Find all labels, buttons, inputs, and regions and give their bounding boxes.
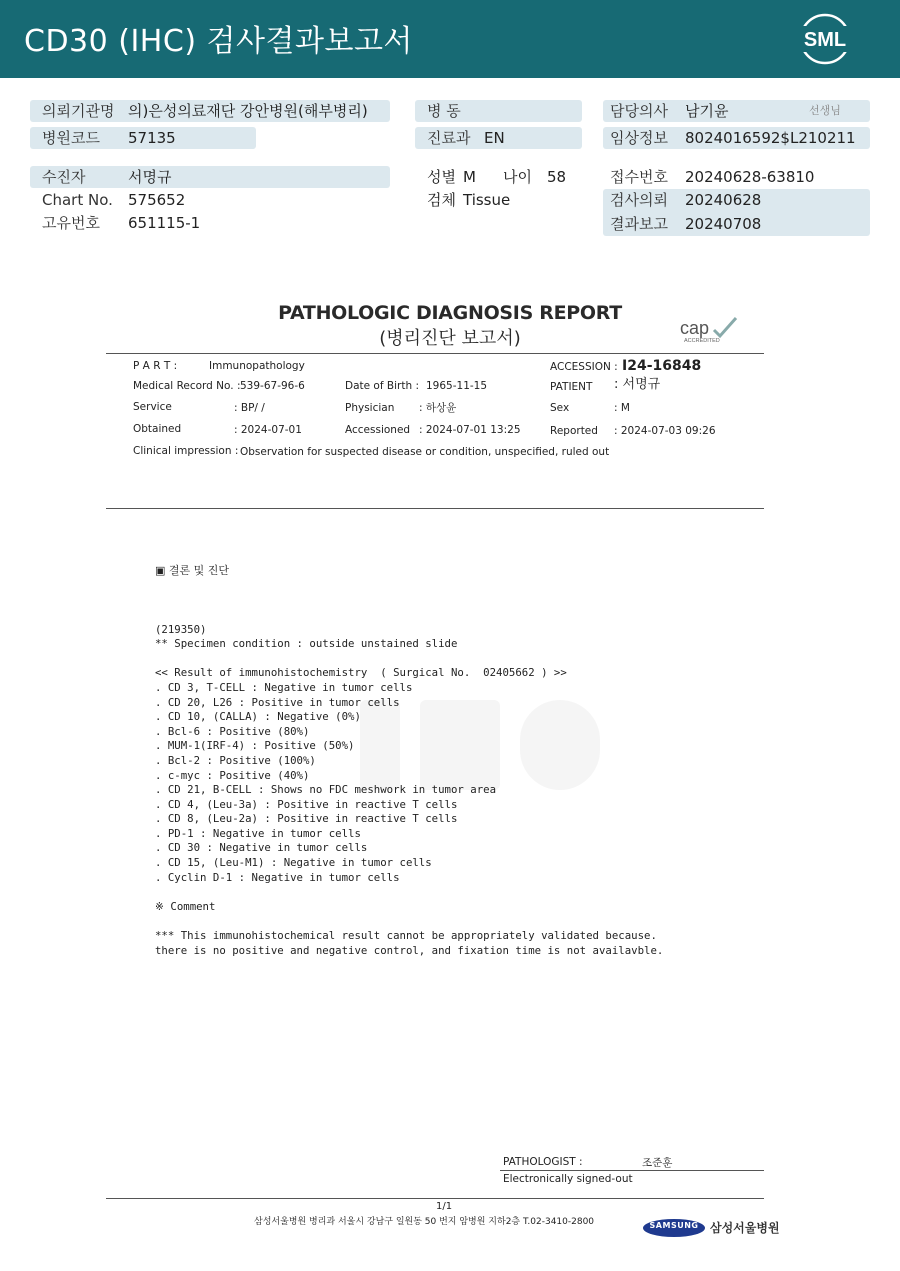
report-label: 결과보고 xyxy=(610,215,668,233)
divider-footer xyxy=(106,1198,764,1199)
dept-value: EN xyxy=(484,129,505,147)
request-label: 검사의뢰 xyxy=(610,191,668,209)
diagnosis-heading: ▣ 결론 및 진단 xyxy=(155,564,230,578)
reported-label: Reported xyxy=(550,425,598,437)
clinical-value: 8024016592$L210211 xyxy=(685,129,856,147)
hospital-name: 삼성서울병원 xyxy=(710,1221,780,1235)
diagnosis-line: . CD 20, L26 : Positive in tumor cells xyxy=(155,695,400,709)
report-title-en: PATHOLOGIC DIAGNOSIS REPORT xyxy=(278,302,622,324)
service-label: Service xyxy=(133,401,172,413)
svg-text:cap: cap xyxy=(680,318,710,338)
report-value: 20240708 xyxy=(685,215,762,233)
diagnosis-line: . CD 8, (Leu-2a) : Positive in reactive T cells xyxy=(155,812,458,826)
diagnosis-line xyxy=(155,914,663,929)
age-value: 58 xyxy=(547,168,567,186)
svg-text:ACCREDITED: ACCREDITED xyxy=(684,338,720,344)
diagnosis-line: there is no positive and negative control, and fixation time is not availavble. xyxy=(155,943,664,957)
diagnosis-line: ※ Comment xyxy=(155,899,216,913)
chart-value: 575652 xyxy=(128,191,186,209)
ward-label: 병 동 xyxy=(427,102,461,120)
sex-meta-value: : M xyxy=(614,402,630,414)
accession-value: I24-16848 xyxy=(622,358,702,374)
diagnosis-line: . CD 15, (Leu-M1) : Negative in tumor cells xyxy=(155,856,432,870)
obtained-value: : 2024-07-01 xyxy=(234,424,302,436)
clinical-impression-label: Clinical impression : xyxy=(133,445,239,457)
diagnosis-line: . MUM-1(IRF-4) : Positive (50%) xyxy=(155,739,355,753)
hospital-code-row xyxy=(30,127,256,149)
diagnosis-line: . CD 3, T-CELL : Negative in tumor cells xyxy=(155,680,413,694)
diagnosis-line xyxy=(155,885,663,900)
diagnosis-line: . c-myc : Positive (40%) xyxy=(155,768,310,782)
footer-address: 삼성서울병원 병리과 서울시 강남구 일원동 50 번지 암병원 지하2층 T.02-3410-2800 xyxy=(254,1217,595,1227)
diagnosis-lines xyxy=(155,608,663,958)
sex-label: 성별 xyxy=(427,168,456,186)
samsung-logo-text: SAMSUNG xyxy=(649,1221,699,1230)
mrn-value: 539-67-96-6 xyxy=(240,380,305,392)
diagnosis-line: << Result of immunohistochemistry ( Surgical No. 02405662 ) >> xyxy=(155,666,567,680)
reported-value: : 2024-07-03 09:26 xyxy=(614,425,716,437)
clinical-label: 임상정보 xyxy=(610,129,668,147)
cap-accredited-logo xyxy=(676,314,746,344)
accession-label: ACCESSION : xyxy=(550,361,618,373)
id-row xyxy=(30,212,390,234)
pathologist-label: PATHOLOGIST : xyxy=(503,1156,583,1168)
patient-row xyxy=(30,166,390,188)
divider-top xyxy=(106,353,764,354)
pathologist-name: 조준훈 xyxy=(642,1157,673,1169)
service-value: : BP/ / xyxy=(234,402,265,414)
patient-meta-value: : 서명규 xyxy=(614,377,661,392)
dob-value: 1965-11-15 xyxy=(426,380,488,392)
part-value: Immunopathology xyxy=(209,360,305,372)
id-value: 651115-1 xyxy=(128,214,201,232)
diagnosis-line: . CD 4, (Leu-3a) : Positive in reactive T cells xyxy=(155,797,458,811)
request-value: 20240628 xyxy=(685,191,762,209)
hospital-code-label: 병원코드 xyxy=(42,129,100,147)
hospital-code-value: 57135 xyxy=(128,129,176,147)
physician-label: Physician xyxy=(345,402,395,414)
chart-row xyxy=(30,189,390,211)
specimen-value: Tissue xyxy=(463,191,511,209)
receipt-value: 20240628-63810 xyxy=(685,168,815,186)
diagnosis-line: . Cyclin D-1 : Negative in tumor cells xyxy=(155,870,400,884)
id-label: 고유번호 xyxy=(42,214,100,232)
accessioned-label: Accessioned xyxy=(345,424,411,436)
logo-text: SML xyxy=(803,29,847,51)
accessioned-value: : 2024-07-01 13:25 xyxy=(419,424,521,436)
ward-row xyxy=(415,100,582,122)
diagnosis-line: *** This immunohistochemical result cannot be appropriately validated because. xyxy=(155,929,657,943)
sex-meta-label: Sex xyxy=(550,402,570,414)
doctor-row xyxy=(603,100,870,122)
doctor-suffix: 선생님 xyxy=(809,104,841,117)
diagnosis-line xyxy=(155,652,663,667)
diagnosis-line: . PD-1 : Negative in tumor cells xyxy=(155,826,361,840)
dob-label: Date of Birth : xyxy=(345,380,419,392)
request-report-block xyxy=(603,189,870,236)
age-label: 나이 xyxy=(503,168,532,186)
diagnosis-line: (219350) xyxy=(155,622,207,636)
part-label: P A R T : xyxy=(133,360,178,372)
institution-label: 의뢰기관명 xyxy=(42,102,115,120)
sex-value: M xyxy=(463,168,476,186)
patient-meta-label: PATIENT xyxy=(550,381,593,393)
obtained-label: Obtained xyxy=(133,423,182,435)
diagnosis-line: ** Specimen condition : outside unstained slide xyxy=(155,637,458,651)
diagnosis-line: . Bcl-2 : Positive (100%) xyxy=(155,753,316,767)
page-number: 1/1 xyxy=(436,1201,453,1212)
report-header xyxy=(0,0,900,78)
receipt-label: 접수번호 xyxy=(610,168,668,186)
diagnosis-body xyxy=(155,535,663,973)
diagnosis-line: . Bcl-6 : Positive (80%) xyxy=(155,724,310,738)
diagnosis-line: . CD 10, (CALLA) : Negative (0%) xyxy=(155,710,361,724)
clinical-row xyxy=(603,127,870,149)
doctor-value: 남기윤 xyxy=(685,102,729,120)
dept-label: 진료과 xyxy=(427,129,471,147)
page-title: CD30 (IHC) 검사결과보고서 xyxy=(24,24,413,59)
mrn-label: Medical Record No. : xyxy=(133,380,241,392)
signed-out: Electronically signed-out xyxy=(503,1173,633,1185)
diagnosis-line: . CD 21, B-CELL : Shows no FDC meshwork in tumor area xyxy=(155,783,497,797)
physician-value: : 하상윤 xyxy=(419,402,457,414)
clinical-impression-value: Observation for suspected disease or condition, unspecified, ruled out xyxy=(240,446,610,458)
institution-row xyxy=(30,100,390,122)
patient-value: 서명규 xyxy=(128,168,172,186)
report-title-ko: (병리진단 보고서) xyxy=(379,328,521,349)
specimen-label: 검체 xyxy=(427,191,456,209)
divider-meta xyxy=(106,508,764,509)
receipt-row xyxy=(603,166,870,188)
doctor-label: 담당의사 xyxy=(610,102,668,120)
institution-value: 의)은성의료재단 강안병원(해부병리) xyxy=(128,102,368,120)
patient-label: 수진자 xyxy=(42,168,86,186)
dept-row xyxy=(415,127,582,149)
chart-label: Chart No. xyxy=(42,191,113,209)
diagnosis-line xyxy=(155,608,663,623)
diagnosis-line: . CD 30 : Negative in tumor cells xyxy=(155,841,368,855)
divider-signature xyxy=(500,1170,764,1171)
sml-logo xyxy=(798,12,852,66)
